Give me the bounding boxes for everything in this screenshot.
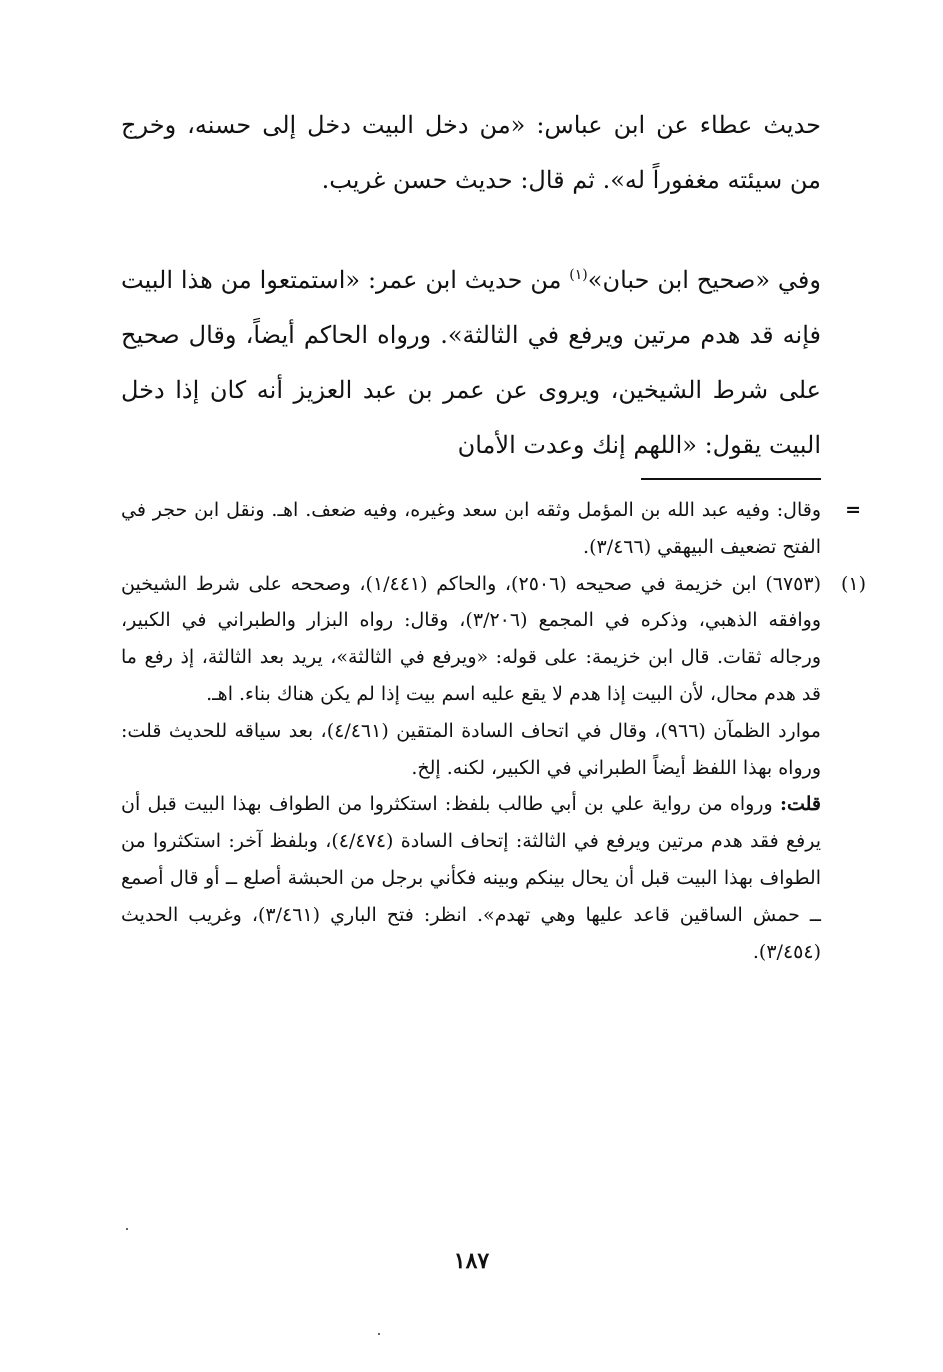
footnote-divider [641,478,821,480]
paragraph2-text-start: وفي «صحيح ابن حبان» [587,266,821,294]
footnote-1-part-1: (٦٧٥٣) ابن خزيمة في صحيحه (٢٥٠٦)، والحاكم (١/٤٤١)، وصححه على شرط الشيخين ووافقه الذهبي، وذكره في المجمع (٣/٢٠٦)، وقال: رواه البزار والطبراني في الكبير، ورجاله ثقات. قال ابن خزيمة: على قوله: «ويرفع في الثالثة»، يريد بعد الثالثة، إذ رفع ما قد هدم محال، لأن البيت إذا هدم لا يقع عليه اسم بيت إذا لم يكن هناك بناء. اهـ. [121,572,821,705]
footnotes-section [121,492,866,970]
footnote-1-marker: (١) [840,572,866,595]
footnote-1-continued: موارد الظمآن (٩٦٦)، وقال في اتحاف السادة المتقين (٤/٤٦١)، بعد سياقه للحديث قلت: ورواه بهذا اللفظ أيضاً الطبراني في الكبير، لكنه. إلخ. [121,719,821,779]
footnote-reference[interactable]: (١) [569,267,588,283]
main-paragraph-1: حديث عطاء عن ابن عباس: «من دخل البيت دخل إلى حسنه، وخرج من سيئته مغفوراً له». ثم قال: حديث حسن غريب. [121,111,821,194]
footnote-note-text: ورواه من رواية علي بن أبي طالب بلفظ: استكثروا من الطواف بهذا البيت قبل أن يرفع فقد هدم مرتين ويرفع في الثالثة: إتحاف السادة (٤/٤٧٤)، وبلفظ آخر: استكثروا من الطواف بهذا البيت قبل أن يحال بينكم وبينه فكأني برجل من الحبشة أصلع ــ أو قال أصمع ــ حمش الساقين قاعد عليها وهي تهدم». انظر: فتح الباري (٣/٤٦١)، وغريب الحديث (٣/٤٥٤). [121,793,821,963]
main-paragraph-2 [121,253,821,473]
footnote-note-label: قلت: [779,793,821,816]
scan-speck [378,1333,380,1335]
footnote-continuation [121,492,861,566]
footnote-continuation-text: وقال: وفيه عبد الله بن المؤمل وثقه ابن سعد وغيره، وفيه ضعف. اهـ. ونقل ابن حجر في الفتح تضعيف البيهقي (٣/٤٦٦). [121,499,821,558]
scan-speck [126,1228,128,1230]
continuation-marker: = [845,499,861,521]
footnote-1-note [121,786,821,970]
paragraph2-text-end: من حديث ابن عمر: «استمتعوا من هذا البيت فإنه قد هدم مرتين ويرفع في الثالثة». ورواه الحاكم أيضاً، وقال صحيح على شرط الشيخين، ويروى عن عمر بن عبد العزيز أنه كان إذا دخل البيت يقول: «اللهم إنك وعدت الأمان [121,266,821,459]
footnote-1 [121,566,866,713]
page-number: ١٨٧ [453,1248,490,1274]
